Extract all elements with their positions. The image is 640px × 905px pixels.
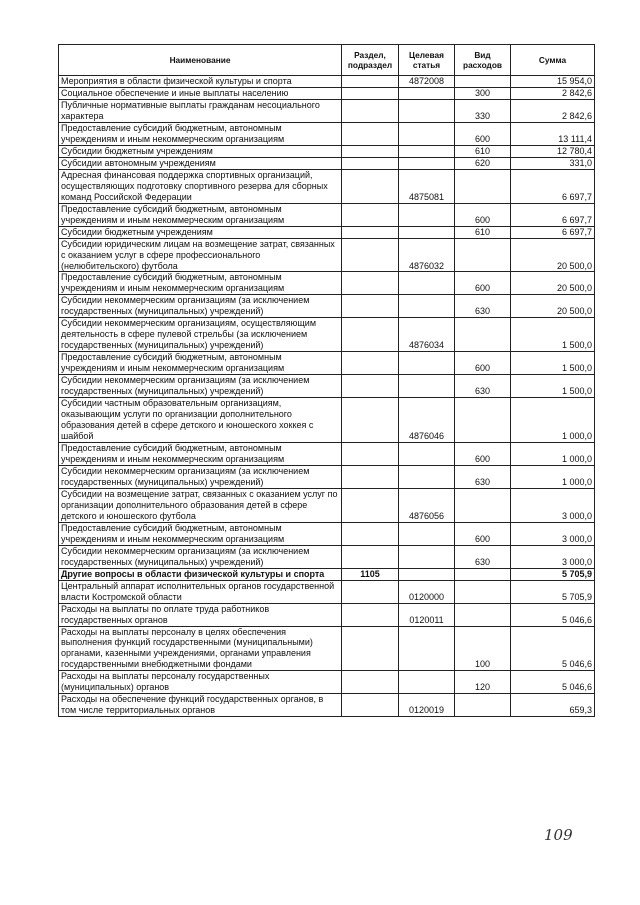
table-cell-name: Мероприятия в области физической культуры и спорта xyxy=(59,76,342,88)
table-row xyxy=(59,169,595,203)
table-cell-name: Субсидии частным образовательным организациям, оказывающим услуги по организации дополнительного образования детей в сфере детского и юношеского хоккея с шайбой xyxy=(59,398,342,443)
table-cell-section xyxy=(342,545,399,568)
table-cell-sum: 5 046,6 xyxy=(511,626,595,671)
table-cell-target xyxy=(399,272,455,295)
table-header-row xyxy=(59,45,595,76)
table-cell-sum: 3 000,0 xyxy=(511,488,595,522)
budget-table xyxy=(58,44,595,717)
table-cell-name: Субсидии некоммерческим организациям, осуществляющим деятельность в сфере пулевой стрельбы (за исключением государственных (муниципальных) учреждений) xyxy=(59,318,342,352)
table-cell-name: Субсидии некоммерческим организациям (за исключением государственных (муниципальных) учреждений) xyxy=(59,375,342,398)
table-cell-section xyxy=(342,295,399,318)
table-cell-exptype: 630 xyxy=(455,295,511,318)
table-cell-target xyxy=(399,545,455,568)
table-row xyxy=(59,272,595,295)
table-cell-sum: 1 000,0 xyxy=(511,443,595,466)
table-cell-target xyxy=(399,87,455,99)
table-row xyxy=(59,203,595,226)
table-cell-exptype xyxy=(455,694,511,717)
table-cell-section: 1105 xyxy=(342,568,399,580)
table-cell-name: Предоставление субсидий бюджетным, автономным учреждениям и иным некоммерческим организациям xyxy=(59,352,342,375)
table-cell-exptype: 600 xyxy=(455,443,511,466)
table-cell-name: Субсидии некоммерческим организациям (за исключением государственных (муниципальных) учреждений) xyxy=(59,295,342,318)
table-cell-sum: 20 500,0 xyxy=(511,238,595,272)
table-cell-name: Субсидии юридическим лицам на возмещение затрат, связанных с оказанием услуг в сфере профессионального (нелюбительского) футбола xyxy=(59,238,342,272)
table-cell-sum: 1 500,0 xyxy=(511,352,595,375)
table-cell-target: 4872008 xyxy=(399,76,455,88)
table-cell-target xyxy=(399,352,455,375)
table-cell-target: 4876034 xyxy=(399,318,455,352)
table-row xyxy=(59,522,595,545)
table-row xyxy=(59,295,595,318)
table-cell-section xyxy=(342,318,399,352)
table-cell-exptype: 600 xyxy=(455,352,511,375)
table-cell-exptype xyxy=(455,169,511,203)
table-cell-sum: 6 697,7 xyxy=(511,226,595,238)
table-row xyxy=(59,352,595,375)
table-cell-section xyxy=(342,522,399,545)
table-row xyxy=(59,318,595,352)
table-cell-exptype: 630 xyxy=(455,375,511,398)
header-section: Раздел, подраздел xyxy=(342,45,399,76)
table-cell-exptype: 330 xyxy=(455,99,511,122)
table-cell-target: 4876056 xyxy=(399,488,455,522)
table-cell-name: Предоставление субсидий бюджетным, автономным учреждениям и иным некоммерческим организациям xyxy=(59,272,342,295)
header-sum: Сумма xyxy=(511,45,595,76)
table-cell-sum: 15 954,0 xyxy=(511,76,595,88)
table-cell-section xyxy=(342,488,399,522)
table-cell-target: 4875081 xyxy=(399,169,455,203)
table-cell-section xyxy=(342,603,399,626)
table-cell-target: 4876046 xyxy=(399,398,455,443)
table-cell-sum: 5 705,9 xyxy=(511,580,595,603)
table-cell-name: Расходы на обеспечение функций государственных органов, в том числе территориальных органов xyxy=(59,694,342,717)
table-row xyxy=(59,99,595,122)
table-cell-exptype xyxy=(455,398,511,443)
table-cell-sum: 1 000,0 xyxy=(511,465,595,488)
table-cell-target xyxy=(399,522,455,545)
table-cell-section xyxy=(342,398,399,443)
table-cell-section xyxy=(342,203,399,226)
table-cell-name: Предоставление субсидий бюджетным, автономным учреждениям и иным некоммерческим организациям xyxy=(59,203,342,226)
table-cell-exptype: 100 xyxy=(455,626,511,671)
table-cell-section xyxy=(342,122,399,145)
table-cell-target: 0120019 xyxy=(399,694,455,717)
table-cell-exptype xyxy=(455,238,511,272)
table-cell-name: Адресная финансовая поддержка спортивных организаций, осуществляющих подготовку спортивного резерва для сборных команд Российской Федерации xyxy=(59,169,342,203)
table-cell-exptype: 600 xyxy=(455,272,511,295)
table-row xyxy=(59,398,595,443)
table-cell-exptype xyxy=(455,318,511,352)
table-cell-section xyxy=(342,443,399,466)
table-row xyxy=(59,145,595,157)
table-cell-exptype xyxy=(455,568,511,580)
table-cell-name: Расходы на выплаты по оплате труда работников государственных органов xyxy=(59,603,342,626)
table-row xyxy=(59,671,595,694)
table-cell-sum: 1 500,0 xyxy=(511,375,595,398)
table-row xyxy=(59,443,595,466)
table-cell-section xyxy=(342,671,399,694)
table-cell-sum: 1 500,0 xyxy=(511,318,595,352)
table-cell-section xyxy=(342,238,399,272)
table-cell-exptype: 120 xyxy=(455,671,511,694)
table-cell-name: Предоставление субсидий бюджетным, автономным учреждениям и иным некоммерческим организациям xyxy=(59,522,342,545)
table-cell-name: Публичные нормативные выплаты гражданам несоциального характера xyxy=(59,99,342,122)
table-cell-exptype: 610 xyxy=(455,226,511,238)
table-cell-target xyxy=(399,375,455,398)
table-cell-target xyxy=(399,226,455,238)
table-cell-target xyxy=(399,157,455,169)
table-cell-sum: 3 000,0 xyxy=(511,545,595,568)
table-cell-name: Субсидии бюджетным учреждениям xyxy=(59,226,342,238)
table-cell-exptype: 620 xyxy=(455,157,511,169)
table-row xyxy=(59,488,595,522)
table-cell-name: Социальное обеспечение и иные выплаты населению xyxy=(59,87,342,99)
table-cell-sum: 5 705,9 xyxy=(511,568,595,580)
table-row xyxy=(59,238,595,272)
table-cell-exptype: 630 xyxy=(455,545,511,568)
table-cell-section xyxy=(342,694,399,717)
table-row xyxy=(59,76,595,88)
table-cell-name: Субсидии бюджетным учреждениям xyxy=(59,145,342,157)
table-row xyxy=(59,603,595,626)
table-cell-target xyxy=(399,145,455,157)
table-cell-sum: 20 500,0 xyxy=(511,272,595,295)
table-row xyxy=(59,580,595,603)
table-cell-name: Предоставление субсидий бюджетным, автономным учреждениям и иным некоммерческим организациям xyxy=(59,122,342,145)
table-cell-section xyxy=(342,626,399,671)
table-cell-target xyxy=(399,443,455,466)
table-cell-name: Субсидии на возмещение затрат, связанных с оказанием услуг по организации дополнительного образования детей в сфере детского и юношеского футбола xyxy=(59,488,342,522)
table-cell-target xyxy=(399,295,455,318)
table-cell-section xyxy=(342,226,399,238)
table-cell-sum: 659,3 xyxy=(511,694,595,717)
table-cell-target xyxy=(399,568,455,580)
table-cell-name: Расходы на выплаты персоналу государственных (муниципальных) органов xyxy=(59,671,342,694)
table-cell-section xyxy=(342,465,399,488)
table-cell-name: Другие вопросы в области физической культуры и спорта xyxy=(59,568,342,580)
table-cell-exptype: 300 xyxy=(455,87,511,99)
table-row xyxy=(59,157,595,169)
table-cell-sum: 5 046,6 xyxy=(511,671,595,694)
table-cell-sum: 6 697,7 xyxy=(511,169,595,203)
table-cell-sum: 12 780,4 xyxy=(511,145,595,157)
table-cell-section xyxy=(342,352,399,375)
table-cell-section xyxy=(342,169,399,203)
table-cell-target xyxy=(399,626,455,671)
table-cell-section xyxy=(342,87,399,99)
table-cell-target xyxy=(399,122,455,145)
table-cell-exptype: 600 xyxy=(455,522,511,545)
table-cell-sum: 3 000,0 xyxy=(511,522,595,545)
table-row xyxy=(59,694,595,717)
table-cell-target xyxy=(399,671,455,694)
table-cell-sum: 1 000,0 xyxy=(511,398,595,443)
page-number: 109 xyxy=(544,826,573,844)
table-cell-exptype xyxy=(455,76,511,88)
table-cell-exptype xyxy=(455,580,511,603)
table-cell-section xyxy=(342,145,399,157)
table-cell-name: Субсидии некоммерческим организациям (за исключением государственных (муниципальных) учреждений) xyxy=(59,545,342,568)
table-row xyxy=(59,545,595,568)
table-cell-exptype: 630 xyxy=(455,465,511,488)
table-cell-name: Субсидии автономным учреждениям xyxy=(59,157,342,169)
table-row xyxy=(59,375,595,398)
table-cell-exptype: 600 xyxy=(455,203,511,226)
table-cell-target: 4876032 xyxy=(399,238,455,272)
table-row xyxy=(59,626,595,671)
header-name: Наименование xyxy=(59,45,342,76)
table-cell-section xyxy=(342,76,399,88)
table-cell-sum: 2 842,6 xyxy=(511,99,595,122)
table-cell-section xyxy=(342,99,399,122)
table-cell-exptype xyxy=(455,488,511,522)
table-cell-section xyxy=(342,580,399,603)
header-exptype: Вид расходов xyxy=(455,45,511,76)
table-cell-target xyxy=(399,99,455,122)
table-cell-sum: 13 111,4 xyxy=(511,122,595,145)
table-cell-exptype: 610 xyxy=(455,145,511,157)
table-cell-name: Центральный аппарат исполнительных органов государственной власти Костромской области xyxy=(59,580,342,603)
table-cell-section xyxy=(342,272,399,295)
header-target: Целевая статья xyxy=(399,45,455,76)
table-cell-section xyxy=(342,157,399,169)
table-body xyxy=(59,76,595,717)
table-row xyxy=(59,122,595,145)
table-cell-sum: 20 500,0 xyxy=(511,295,595,318)
table-cell-target xyxy=(399,465,455,488)
table-cell-section xyxy=(342,375,399,398)
table-cell-name: Предоставление субсидий бюджетным, автономным учреждениям и иным некоммерческим организациям xyxy=(59,443,342,466)
table-row xyxy=(59,568,595,580)
table-cell-sum: 2 842,6 xyxy=(511,87,595,99)
table-cell-name: Расходы на выплаты персоналу в целях обеспечения выполнения функций государственными (муниципальными) органами, казенными учреждениями, органами управления государственными внебюджетными фондами xyxy=(59,626,342,671)
table-cell-sum: 331,0 xyxy=(511,157,595,169)
table-cell-exptype xyxy=(455,603,511,626)
table-cell-sum: 5 046,6 xyxy=(511,603,595,626)
table-row xyxy=(59,226,595,238)
table-cell-exptype: 600 xyxy=(455,122,511,145)
table-cell-target: 0120000 xyxy=(399,580,455,603)
table-cell-target: 0120011 xyxy=(399,603,455,626)
table-row xyxy=(59,87,595,99)
table-cell-target xyxy=(399,203,455,226)
table-cell-name: Субсидии некоммерческим организациям (за исключением государственных (муниципальных) учреждений) xyxy=(59,465,342,488)
table-row xyxy=(59,465,595,488)
table-cell-sum: 6 697,7 xyxy=(511,203,595,226)
